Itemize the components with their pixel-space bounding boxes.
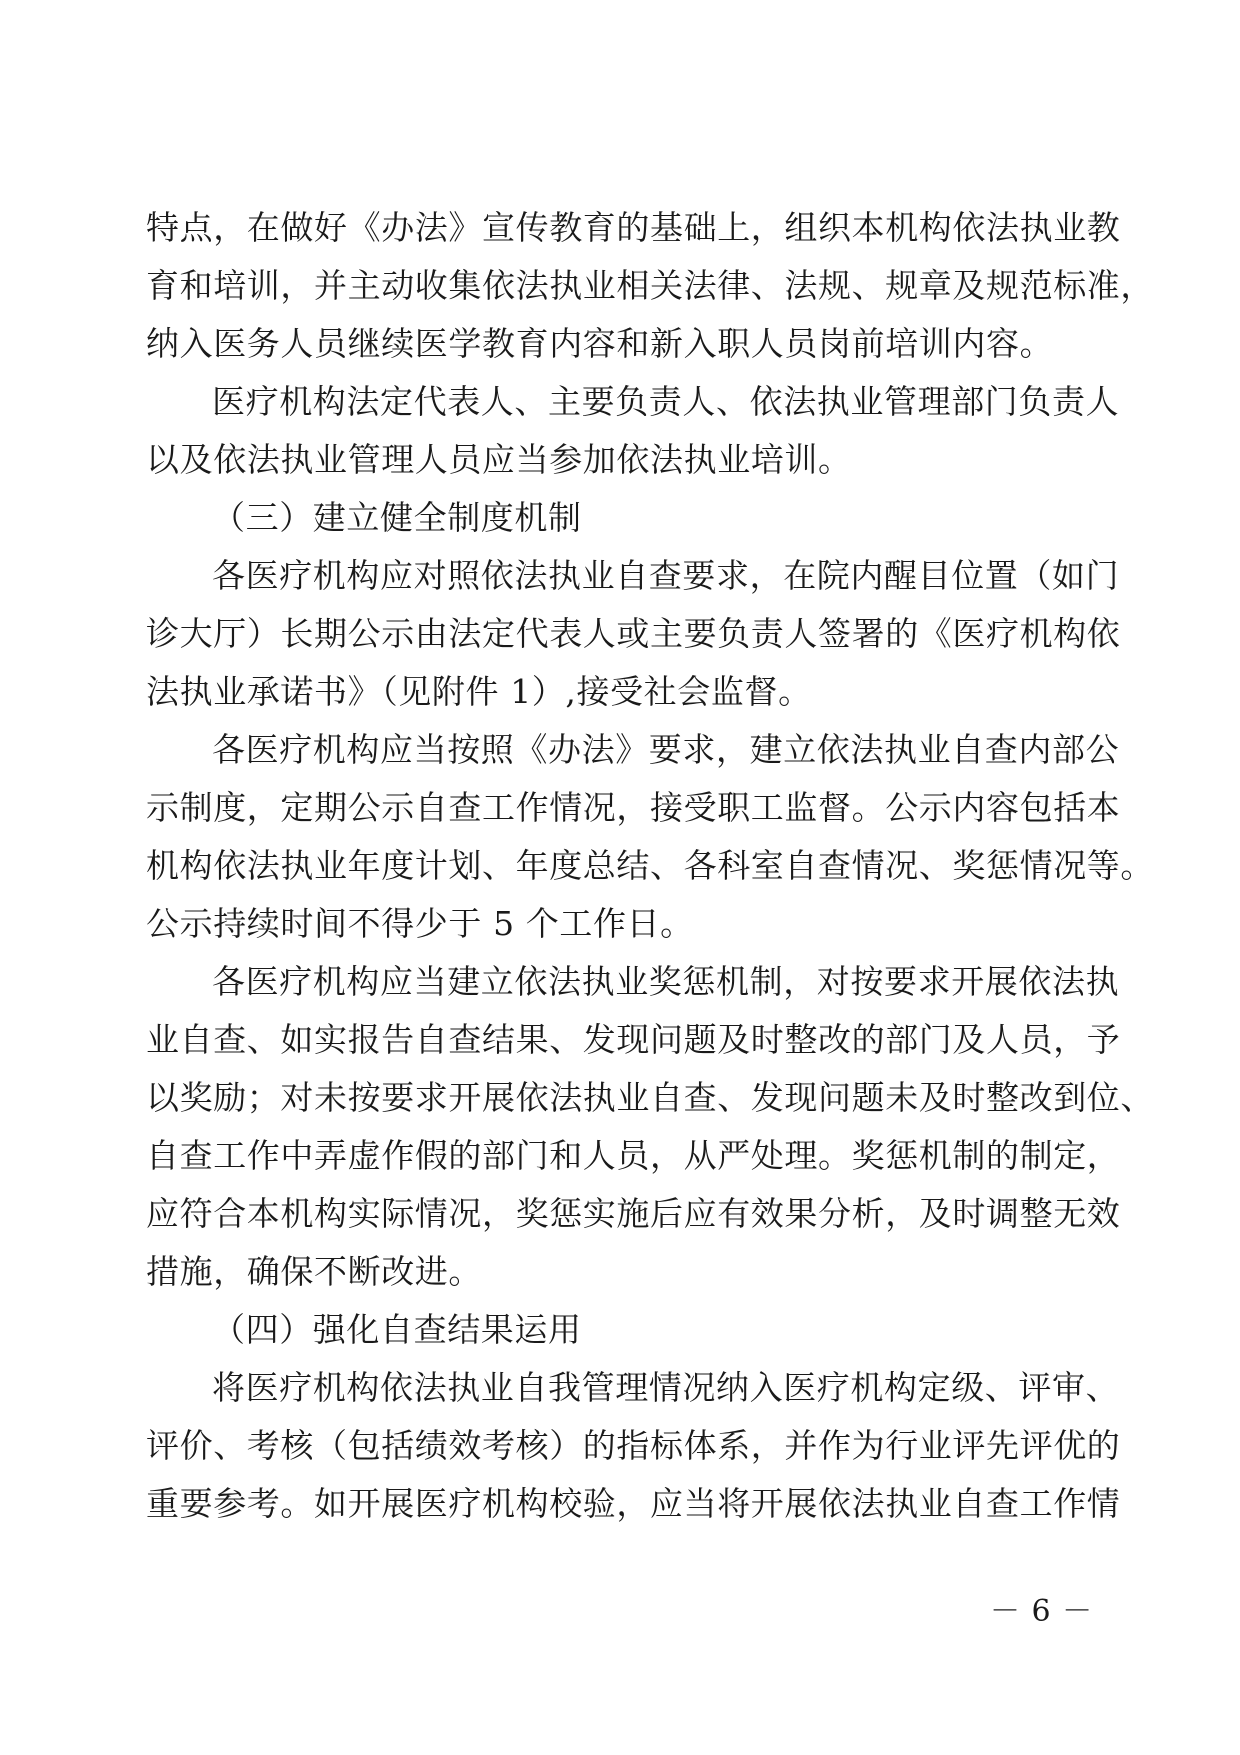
paragraph-first-line: 各医疗机构应当建立依法执业奖惩机制，对按要求开展依法执 <box>212 962 1120 1001</box>
body-text-line: 以及依法执业管理人员应当参加依法执业培训。 <box>146 440 852 479</box>
body-text-line: 以奖励；对未按要求开展依法执业自查、发现问题未及时整改到位、 <box>146 1078 1154 1117</box>
body-text-line: 机构依法执业年度计划、年度总结、各科室自查情况、奖惩情况等。 <box>146 846 1154 885</box>
body-text-line: 育和培训，并主动收集依法执业相关法律、法规、规章及规范标准， <box>146 266 1154 305</box>
body-text-line: 公示持续时间不得少于 5 个工作日。 <box>146 904 694 943</box>
paragraph-first-line: 各医疗机构应对照依法执业自查要求，在院内醒目位置（如门 <box>212 556 1120 595</box>
body-text-line: 评价、考核（包括绩效考核）的指标体系，并作为行业评先评优的 <box>146 1426 1121 1465</box>
body-text-line: 重要参考。如开展医疗机构校验，应当将开展依法执业自查工作情 <box>146 1484 1121 1523</box>
page-number: － 6 － <box>990 1594 1094 1629</box>
body-text-line: 自查工作中弄虚作假的部门和人员，从严处理。奖惩机制的制定， <box>146 1136 1121 1175</box>
paragraph-first-line: 将医疗机构依法执业自我管理情况纳入医疗机构定级、评审、 <box>212 1368 1120 1407</box>
section-heading-4: （四）强化自查结果运用 <box>212 1310 582 1349</box>
paragraph-first-line: 医疗机构法定代表人、主要负责人、依法执业管理部门负责人 <box>212 382 1120 421</box>
body-text-line: 应符合本机构实际情况，奖惩实施后应有效果分析，及时调整无效 <box>146 1194 1121 1233</box>
body-text-line: 措施，确保不断改进。 <box>146 1252 482 1291</box>
section-heading-3: （三）建立健全制度机制 <box>212 498 582 537</box>
body-text-line: 业自查、如实报告自查结果、发现问题及时整改的部门及人员，予 <box>146 1020 1121 1059</box>
body-text-line: 纳入医务人员继续医学教育内容和新入职人员岗前培训内容。 <box>146 324 1054 363</box>
paragraph-first-line: 各医疗机构应当按照《办法》要求，建立依法执业自查内部公 <box>212 730 1120 769</box>
body-text-line: 诊大厅）长期公示由法定代表人或主要负责人签署的《医疗机构依 <box>146 614 1121 653</box>
body-text-line: 示制度，定期公示自查工作情况，接受职工监督。公示内容包括本 <box>146 788 1121 827</box>
body-text-line: 特点，在做好《办法》宣传教育的基础上，组织本机构依法执业教 <box>146 208 1121 247</box>
body-text-line: 法执业承诺书》（见附件 1）,接受社会监督。 <box>146 672 812 711</box>
